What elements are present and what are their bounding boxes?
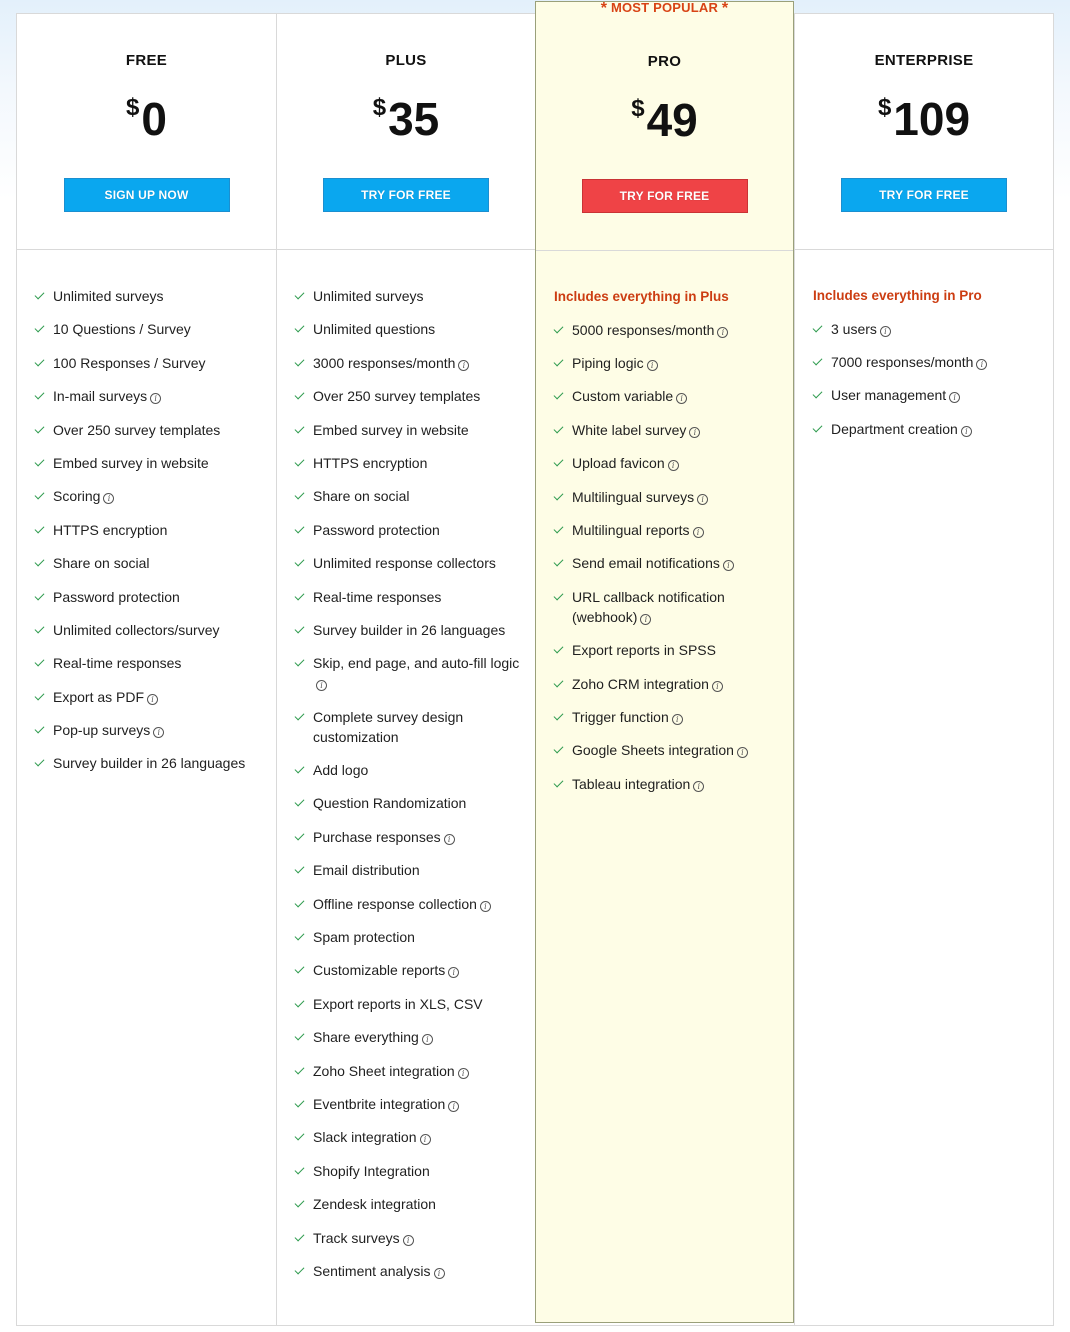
- feature-text: Add logo: [313, 762, 369, 779]
- feature-text: 7000 responses/month: [831, 353, 974, 370]
- info-icon[interactable]: i: [676, 393, 687, 404]
- feature-text: User management: [831, 387, 947, 404]
- feature-item: [554, 553, 782, 573]
- feature-text: Embed survey in website: [313, 421, 469, 438]
- feature-item: [35, 319, 263, 339]
- plan-price: [277, 82, 535, 145]
- check-icon: [295, 390, 305, 400]
- feature-text: Skip, end page, and auto-fill logic: [313, 655, 520, 672]
- feature-text: HTTPS encryption: [53, 521, 168, 538]
- feature-text: Department creation: [831, 420, 958, 437]
- plan-name: ENTERPRISE: [874, 52, 974, 69]
- feature-item: [554, 520, 782, 540]
- check-icon: [35, 423, 45, 433]
- feature-item: [295, 1027, 523, 1047]
- feature-item: [35, 520, 263, 540]
- check-icon: [35, 690, 45, 700]
- feature-text: Export as PDF: [53, 688, 145, 705]
- feature-text: Embed survey in website: [53, 454, 209, 471]
- check-icon: [35, 356, 45, 366]
- feature-text: Zoho CRM integration: [572, 675, 709, 692]
- check-icon: [35, 323, 45, 333]
- feature-text: White label survey: [572, 421, 687, 438]
- feature-item: [35, 587, 263, 607]
- check-icon: [295, 557, 305, 567]
- check-icon: [554, 644, 564, 654]
- feature-text: Scoring: [53, 488, 101, 505]
- feature-item: [554, 640, 782, 660]
- check-icon: [295, 1098, 305, 1108]
- check-icon: [35, 757, 45, 767]
- feature-item: [813, 385, 1041, 405]
- feature-text: Shopify Integration: [313, 1162, 430, 1179]
- feature-text: Complete survey design customization: [313, 708, 464, 745]
- check-icon: [295, 523, 305, 533]
- check-icon: [295, 1064, 305, 1074]
- check-icon: [554, 423, 564, 433]
- check-icon: [554, 590, 564, 600]
- feature-item: [35, 553, 263, 573]
- info-icon[interactable]: i: [444, 834, 455, 845]
- plan-plus: [276, 14, 535, 1325]
- feature-item: [554, 353, 782, 373]
- feature-text: Google Sheets integration: [572, 742, 734, 759]
- currency-symbol: $: [631, 95, 645, 122]
- info-icon[interactable]: i: [434, 1268, 445, 1279]
- check-icon: [295, 423, 305, 433]
- feature-text: Question Randomization: [313, 795, 467, 812]
- check-icon: [554, 777, 564, 787]
- feature-item: [554, 740, 782, 760]
- includes-everything-label: Includes everything in Pro: [813, 288, 982, 303]
- check-icon: [554, 523, 564, 533]
- check-icon: [295, 710, 305, 720]
- feature-text: Track surveys: [313, 1229, 400, 1246]
- feature-item: [554, 674, 782, 694]
- plan-name: FREE: [125, 52, 168, 69]
- feature-text: Tableau integration: [572, 775, 691, 792]
- feature-text: Sentiment analysis: [313, 1262, 431, 1279]
- feature-list: [17, 286, 276, 787]
- feature-item: [295, 707, 523, 747]
- check-icon: [295, 623, 305, 633]
- feature-text: Unlimited surveys: [313, 288, 424, 304]
- check-icon: [295, 590, 305, 600]
- check-icon: [813, 356, 823, 366]
- price-amount: 35: [388, 93, 440, 145]
- feature-text: Unlimited surveys: [53, 288, 164, 304]
- feature-text: URL callback notification (webhook): [572, 588, 725, 625]
- currency-symbol: $: [372, 94, 387, 121]
- price-amount: 0: [141, 93, 167, 145]
- feature-text: Real-time responses: [313, 588, 442, 605]
- plan-price: [17, 82, 276, 145]
- feature-item: [295, 1261, 523, 1281]
- feature-item: [295, 319, 523, 339]
- check-icon: [554, 323, 564, 333]
- feature-item: [35, 687, 263, 707]
- feature-text: Real-time responses: [53, 655, 182, 672]
- feature-list: [795, 286, 1053, 452]
- feature-text: 3000 responses/month: [313, 354, 456, 371]
- check-icon: [554, 490, 564, 500]
- star-icon: *: [721, 0, 729, 17]
- check-icon: [554, 457, 564, 467]
- feature-item: [295, 1127, 523, 1147]
- currency-symbol: $: [877, 94, 892, 121]
- info-icon[interactable]: i: [458, 1068, 469, 1079]
- feature-text: HTTPS encryption: [313, 454, 428, 471]
- feature-item: [813, 419, 1041, 439]
- check-icon: [295, 1264, 305, 1274]
- feature-text: 5000 responses/month: [572, 321, 715, 338]
- feature-item: [813, 352, 1041, 372]
- feature-item: [35, 353, 263, 373]
- feature-text: 10 Questions / Survey: [53, 321, 191, 338]
- check-icon: [35, 457, 45, 467]
- info-icon[interactable]: i: [448, 967, 459, 978]
- info-icon[interactable]: i: [880, 326, 891, 337]
- feature-item: [35, 286, 263, 306]
- check-icon: [554, 744, 564, 754]
- info-icon[interactable]: i: [640, 614, 651, 625]
- feature-item: [295, 1094, 523, 1114]
- feature-item: [295, 520, 523, 540]
- info-icon[interactable]: i: [712, 681, 723, 692]
- currency-symbol: $: [126, 94, 140, 121]
- feature-item: [35, 720, 263, 740]
- feature-item: [554, 320, 782, 340]
- plan-header: [277, 14, 535, 250]
- check-icon: [813, 389, 823, 399]
- feature-text: Survey builder in 26 languages: [313, 621, 506, 638]
- feature-text: Upload favicon: [572, 455, 665, 472]
- feature-text: Multilingual surveys: [572, 488, 695, 505]
- plan-free: [17, 14, 276, 1325]
- feature-item: [295, 453, 523, 473]
- feature-item: [554, 420, 782, 440]
- check-icon: [295, 830, 305, 840]
- feature-item: [295, 960, 523, 980]
- plan-header: [795, 14, 1053, 250]
- feature-text: Multilingual reports: [572, 521, 690, 538]
- info-icon[interactable]: i: [672, 714, 683, 725]
- feature-text: Trigger function: [572, 708, 669, 725]
- feature-text: Send email notifications: [572, 555, 720, 572]
- info-icon[interactable]: i: [668, 460, 679, 471]
- price-amount: 49: [646, 94, 698, 146]
- info-icon[interactable]: i: [693, 527, 704, 538]
- feature-item: [295, 1194, 523, 1214]
- feature-item: [35, 620, 263, 640]
- feature-item: [295, 653, 523, 693]
- check-icon: [295, 797, 305, 807]
- check-icon: [554, 557, 564, 567]
- feature-item: [295, 1061, 523, 1081]
- info-icon[interactable]: i: [448, 1101, 459, 1112]
- feature-text: Zoho Sheet integration: [313, 1062, 455, 1079]
- check-icon: [295, 457, 305, 467]
- badge-label: MOST POPULAR: [610, 0, 719, 15]
- plan-price: [536, 83, 793, 146]
- feature-item: [35, 486, 263, 506]
- check-icon: [295, 1031, 305, 1041]
- check-icon: [35, 557, 45, 567]
- feature-item: [554, 453, 782, 473]
- check-icon: [35, 590, 45, 600]
- pricing-table: [16, 0, 1054, 1326]
- try-for-free-button-enterprise[interactable]: TRY FOR FREE: [841, 178, 1007, 212]
- feature-item: [295, 1228, 523, 1248]
- check-icon: [295, 290, 305, 300]
- check-icon: [295, 1131, 305, 1141]
- feature-item: [295, 386, 523, 406]
- info-icon[interactable]: i: [723, 560, 734, 571]
- feature-item: [554, 587, 782, 627]
- feature-item: [295, 286, 523, 306]
- info-icon[interactable]: i: [693, 781, 704, 792]
- feature-text: Slack integration: [313, 1129, 417, 1146]
- info-icon[interactable]: i: [150, 393, 161, 404]
- feature-item: [35, 653, 263, 673]
- feature-item: [295, 760, 523, 780]
- feature-item: [295, 827, 523, 847]
- check-icon: [813, 422, 823, 432]
- check-icon: [554, 677, 564, 687]
- info-icon[interactable]: i: [961, 426, 972, 437]
- info-icon[interactable]: i: [153, 727, 164, 738]
- feature-text: Custom variable: [572, 388, 674, 405]
- feature-item: [295, 860, 523, 880]
- feature-item: [295, 620, 523, 640]
- check-icon: [295, 1164, 305, 1174]
- info-icon[interactable]: i: [689, 427, 700, 438]
- plan-header: [536, 15, 793, 251]
- check-icon: [35, 523, 45, 533]
- info-icon[interactable]: i: [403, 1235, 414, 1246]
- info-icon[interactable]: i: [976, 359, 987, 370]
- check-icon: [295, 356, 305, 366]
- feature-item: [295, 553, 523, 573]
- feature-text: Spam protection: [313, 929, 415, 946]
- feature-item: [295, 486, 523, 506]
- info-icon[interactable]: i: [737, 747, 748, 758]
- feature-text: Eventbrite integration: [313, 1095, 446, 1112]
- check-icon: [813, 322, 823, 332]
- feature-text: Password protection: [53, 588, 180, 605]
- check-icon: [295, 864, 305, 874]
- feature-text: 3 users: [831, 320, 877, 337]
- info-icon[interactable]: i: [147, 694, 158, 705]
- feature-item: [295, 1161, 523, 1181]
- try-for-free-button-pro[interactable]: TRY FOR FREE: [582, 179, 748, 213]
- feature-item: [554, 774, 782, 794]
- info-icon[interactable]: i: [697, 494, 708, 505]
- plan-enterprise: [794, 14, 1053, 1325]
- check-icon: [295, 323, 305, 333]
- feature-text: Unlimited questions: [313, 321, 436, 338]
- feature-text: Share on social: [313, 488, 410, 505]
- plan-pro: [535, 1, 794, 1323]
- check-icon: [35, 290, 45, 300]
- check-icon: [35, 623, 45, 633]
- check-icon: [295, 931, 305, 941]
- check-icon: [295, 764, 305, 774]
- check-icon: [295, 997, 305, 1007]
- feature-text: Offline response collection: [313, 895, 477, 912]
- info-icon[interactable]: i: [422, 1034, 433, 1045]
- check-icon: [35, 390, 45, 400]
- info-icon[interactable]: i: [717, 327, 728, 338]
- feature-text: Customizable reports: [313, 962, 446, 979]
- price-amount: 109: [893, 93, 971, 145]
- info-icon[interactable]: i: [458, 360, 469, 371]
- info-icon[interactable]: i: [949, 392, 960, 403]
- check-icon: [554, 390, 564, 400]
- plan-name: PRO: [647, 53, 682, 70]
- check-icon: [295, 1231, 305, 1241]
- feature-item: [35, 753, 263, 773]
- feature-list: [536, 287, 793, 807]
- feature-text: 100 Responses / Survey: [53, 354, 206, 371]
- feature-text: Email distribution: [313, 862, 420, 879]
- sign-up-now-button[interactable]: SIGN UP NOW: [64, 178, 230, 212]
- plan-header: [17, 14, 276, 250]
- try-for-free-button-plus[interactable]: TRY FOR FREE: [323, 178, 489, 212]
- feature-item: [295, 353, 523, 373]
- feature-list: [277, 286, 535, 1294]
- feature-text: In-mail surveys: [53, 388, 148, 405]
- check-icon: [35, 724, 45, 734]
- info-icon[interactable]: i: [647, 360, 658, 371]
- check-icon: [295, 657, 305, 667]
- plan-price: [795, 82, 1053, 145]
- star-icon: *: [600, 0, 608, 17]
- info-icon[interactable]: i: [420, 1134, 431, 1145]
- check-icon: [554, 357, 564, 367]
- feature-item: [295, 420, 523, 440]
- check-icon: [295, 490, 305, 500]
- feature-text: Unlimited response collectors: [313, 555, 496, 572]
- feature-item: [35, 386, 263, 406]
- feature-item: [554, 707, 782, 727]
- feature-text: Over 250 survey templates: [53, 421, 221, 438]
- feature-item: [295, 994, 523, 1014]
- feature-text: Survey builder in 26 languages: [53, 755, 246, 772]
- check-icon: [554, 710, 564, 720]
- feature-text: Share everything: [313, 1029, 419, 1046]
- feature-item: [295, 587, 523, 607]
- info-icon[interactable]: i: [316, 680, 327, 691]
- feature-text: Export reports in XLS, CSV: [313, 995, 483, 1012]
- info-icon[interactable]: i: [103, 493, 114, 504]
- check-icon: [295, 897, 305, 907]
- feature-item: [35, 420, 263, 440]
- check-icon: [295, 1198, 305, 1208]
- feature-item: [295, 927, 523, 947]
- feature-item: [554, 386, 782, 406]
- feature-text: Zendesk integration: [313, 1196, 436, 1213]
- check-icon: [295, 964, 305, 974]
- feature-item: [295, 793, 523, 813]
- feature-text: Export reports in SPSS: [572, 642, 716, 659]
- feature-item: [295, 894, 523, 914]
- plan-name: PLUS: [385, 52, 427, 69]
- feature-text: Pop-up surveys: [53, 722, 151, 739]
- check-icon: [35, 657, 45, 667]
- feature-item: [554, 487, 782, 507]
- check-icon: [35, 490, 45, 500]
- feature-item: [35, 453, 263, 473]
- feature-text: Password protection: [313, 521, 440, 538]
- feature-text: Purchase responses: [313, 828, 441, 845]
- feature-text: Piping logic: [572, 354, 644, 371]
- includes-everything-label: Includes everything in Plus: [554, 289, 729, 304]
- feature-item: [813, 319, 1041, 339]
- feature-text: Over 250 survey templates: [313, 388, 481, 405]
- feature-text: Unlimited collectors/survey: [53, 621, 220, 638]
- info-icon[interactable]: i: [480, 901, 491, 912]
- feature-text: Share on social: [53, 555, 150, 572]
